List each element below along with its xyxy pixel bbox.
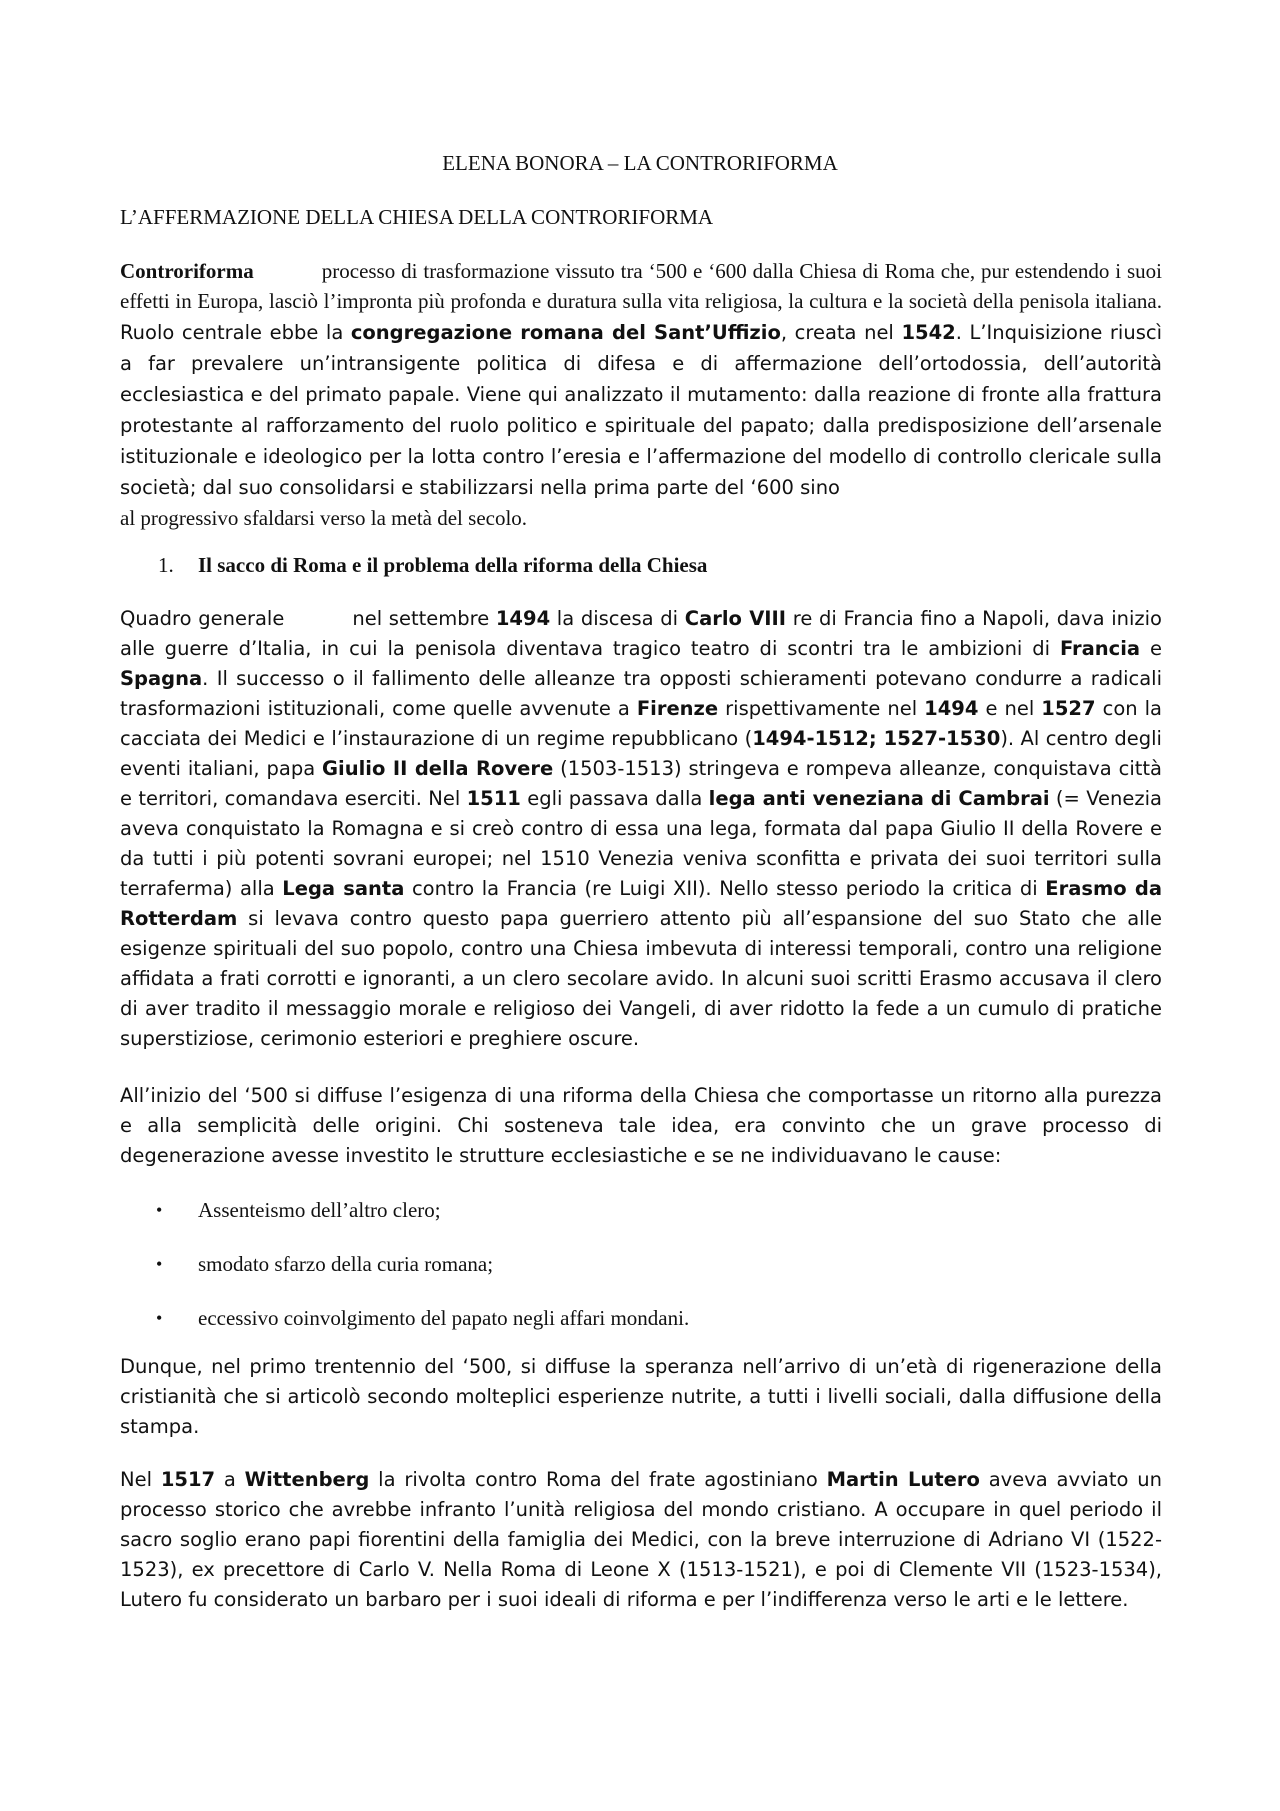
quadro-bold: Erasmo da Rotterdam	[120, 877, 1162, 930]
intro-text-1: processo di trasformazione vissuto tra ‘500 e ‘600 dalla Chiesa di Roma che, pur estendendo i suoi effetti in Europa, lasciò l’impronta più profonda e duratura sulla vita religiosa, la cultura e la società della penisola italiana.	[120, 259, 1162, 313]
quadro-text: rispettivamente nel	[718, 697, 925, 720]
causes-list	[156, 1195, 689, 1357]
intro-bold-congregazione: congregazione romana del Sant’Uffizio	[350, 321, 781, 344]
section-heading	[158, 550, 707, 580]
quadro-text: contro la Francia (re Luigi XII). Nello stesso periodo la critica di	[404, 877, 1046, 900]
inizio-paragraph	[120, 1081, 1162, 1171]
section-heading-text: Il sacco di Roma e il problema della riforma della Chiesa	[198, 553, 708, 577]
quadro-bold: 1527	[1041, 697, 1096, 720]
list-item-text: Assenteismo dell’altro clero;	[198, 1198, 441, 1222]
document-title: ELENA BONORA – LA CONTRORIFORMA	[442, 151, 838, 175]
quadro-text: (= Venezia aveva conquistato la Romagna e si creò contro di essa una lega, formata dal papa Giulio II della Rovere e da tutti i più potenti sovrani europei; nel 1510 Venezia veniva sconfitta e privata dei suoi territori sulla terraferma) alla	[120, 787, 1163, 900]
quadro-bold: 1494	[924, 697, 979, 720]
quadro-bold: 1494	[495, 607, 551, 630]
lutero-text: la rivolta contro Roma del frate agostiniano	[369, 1468, 827, 1491]
lutero-text: Nel	[120, 1468, 161, 1491]
intro-text-5: al progressivo sfaldarsi verso la metà del secolo.	[120, 506, 528, 530]
list-item	[156, 1303, 689, 1357]
intro-paragraph	[120, 256, 1162, 533]
bullet-icon: •	[156, 1254, 163, 1274]
quadro-text: . Il successo o il fallimento delle alleanze tra opposti schieramenti potevano condurre a radicali trasformazioni istituzionali, come quelle avvenute a	[120, 667, 1162, 720]
list-item-text: eccessivo coinvolgimento del papato negli affari mondani.	[198, 1306, 690, 1330]
quadro-bold: Spagna	[120, 667, 203, 690]
section-number: 1.	[158, 553, 174, 577]
dunque-text: Dunque, nel primo trentennio del ‘500, si diffuse la speranza nell’arrivo di un’età di rigenerazione della cristianità che si articolò secondo molteplici esperienze nutrite, a tutti i livelli sociali, dalla diffusione della stampa.	[120, 1355, 1162, 1438]
lutero-bold: Martin Lutero	[826, 1468, 980, 1491]
quadro-bold: lega anti veneziana di Cambrai	[708, 787, 1050, 810]
quadro-text: e nel	[978, 697, 1042, 720]
list-item	[156, 1249, 689, 1303]
dunque-paragraph	[120, 1352, 1162, 1442]
quadro-bold: Carlo VIII	[684, 607, 787, 630]
quadro-text: con la cacciata dei Medici e l’instaurazione di un regime repubblicano (	[120, 697, 1163, 750]
quadro-text: e	[1140, 637, 1162, 660]
bullet-icon: •	[156, 1200, 163, 1220]
quadro-bold: Firenze	[636, 697, 719, 720]
quadro-text: (1503-1513) stringeva e rompeva alleanze, conquistava città e territori, comandava eserciti. Nel	[120, 757, 1163, 810]
quadro-bold: Lega santa	[282, 877, 405, 900]
quadro-bold: 1511	[466, 787, 521, 810]
quadro-paragraph	[120, 604, 1162, 1054]
quadro-bold: 1494-1512; 1527-1530	[752, 727, 1001, 750]
chapter-title: L’AFFERMAZIONE DELLA CHIESA DELLA CONTRORIFORMA	[120, 205, 714, 229]
lutero-bold: 1517	[160, 1468, 216, 1491]
bullet-icon: •	[156, 1308, 163, 1328]
quadro-text: si levava contro questo papa guerriero attento più all’espansione del suo Stato che alle esigenze spirituali del suo popolo, contro una Chiesa imbevuta di interessi temporali, contro una religione affidata a frati corrotti e ignoranti, a un clero secolare avido. In alcuni suoi scritti Erasmo accusava il clero di aver tradito il messaggio morale e religioso dei Vangeli, di aver ridotto la fede a un cumulo di pratiche superstiziose, cerimonio esteriori e preghiere oscure.	[120, 907, 1162, 1050]
quadro-label: Quadro generale	[120, 607, 285, 630]
quadro-bold: Giulio II della Rovere	[322, 757, 554, 780]
lutero-text: aveva avviato un processo storico che avrebbe infranto l’unità religiosa del mondo cristiano. A occupare in quel periodo il sacro soglio erano papi fiorentini della famiglia dei Medici, con la breve interruzione di Adriano VI (1522-1523), ex precettore di Carlo V. Nella Roma di Leone X (1513-1521), e poi di Clemente VII (1523-1534), Lutero fu considerato un barbaro per i suoi ideali di riforma e per l’indifferenza verso le arti e le lettere.	[120, 1468, 1162, 1611]
quadro-text: nel settembre	[352, 607, 496, 630]
intro-text-2: Ruolo centrale ebbe la	[120, 321, 351, 344]
lutero-bold: Wittenberg	[244, 1468, 370, 1491]
quadro-text: egli passava dalla	[520, 787, 709, 810]
quadro-text: re di Francia fino a Napoli, dava inizio alle guerre d’Italia, in cui la penisola diventava tragico teatro di scontri tra le ambizioni di	[120, 607, 1162, 660]
intro-text-4: . L’Inquisizione riuscì a far prevalere un’intransigente politica di difesa e di affermazione dell’ortodossia, dell’autorità ecclesiastica e del primato papale. Viene qui analizzato il mutamento: dalla reazione di fronte alla frattura protestante al rafforzamento del ruolo politico e spirituale del papato; dalla predisposizione dell’arsenale istituzionale e ideologico per la lotta contro l’eresia e l’affermazione del modello di controllo clericale sulla società; dal suo consolidarsi e stabilizzarsi nella prima parte del ‘600 sino	[120, 321, 1163, 499]
quadro-bold: Francia	[1059, 637, 1141, 660]
list-item-text: smodato sfarzo della curia romana;	[198, 1252, 494, 1276]
lutero-text: a	[215, 1468, 245, 1491]
intro-term: Controriforma	[120, 259, 254, 283]
quadro-text: ). Al centro degli eventi italiani, papa	[120, 727, 1162, 780]
list-item	[156, 1195, 689, 1249]
intro-text-3: , creata nel	[780, 321, 902, 344]
quadro-text: la discesa di	[550, 607, 685, 630]
inizio-text: All’inizio del ‘500 si diffuse l’esigenza di una riforma della Chiesa che comportasse un ritorno alla purezza e alla semplicità delle origini. Chi sosteneva tale idea, era convinto che un grave processo di degenerazione avesse investito le strutture ecclesiastiche e se ne individuavano le cause:	[120, 1084, 1162, 1167]
lutero-paragraph	[120, 1465, 1162, 1615]
intro-bold-year: 1542	[901, 321, 956, 344]
